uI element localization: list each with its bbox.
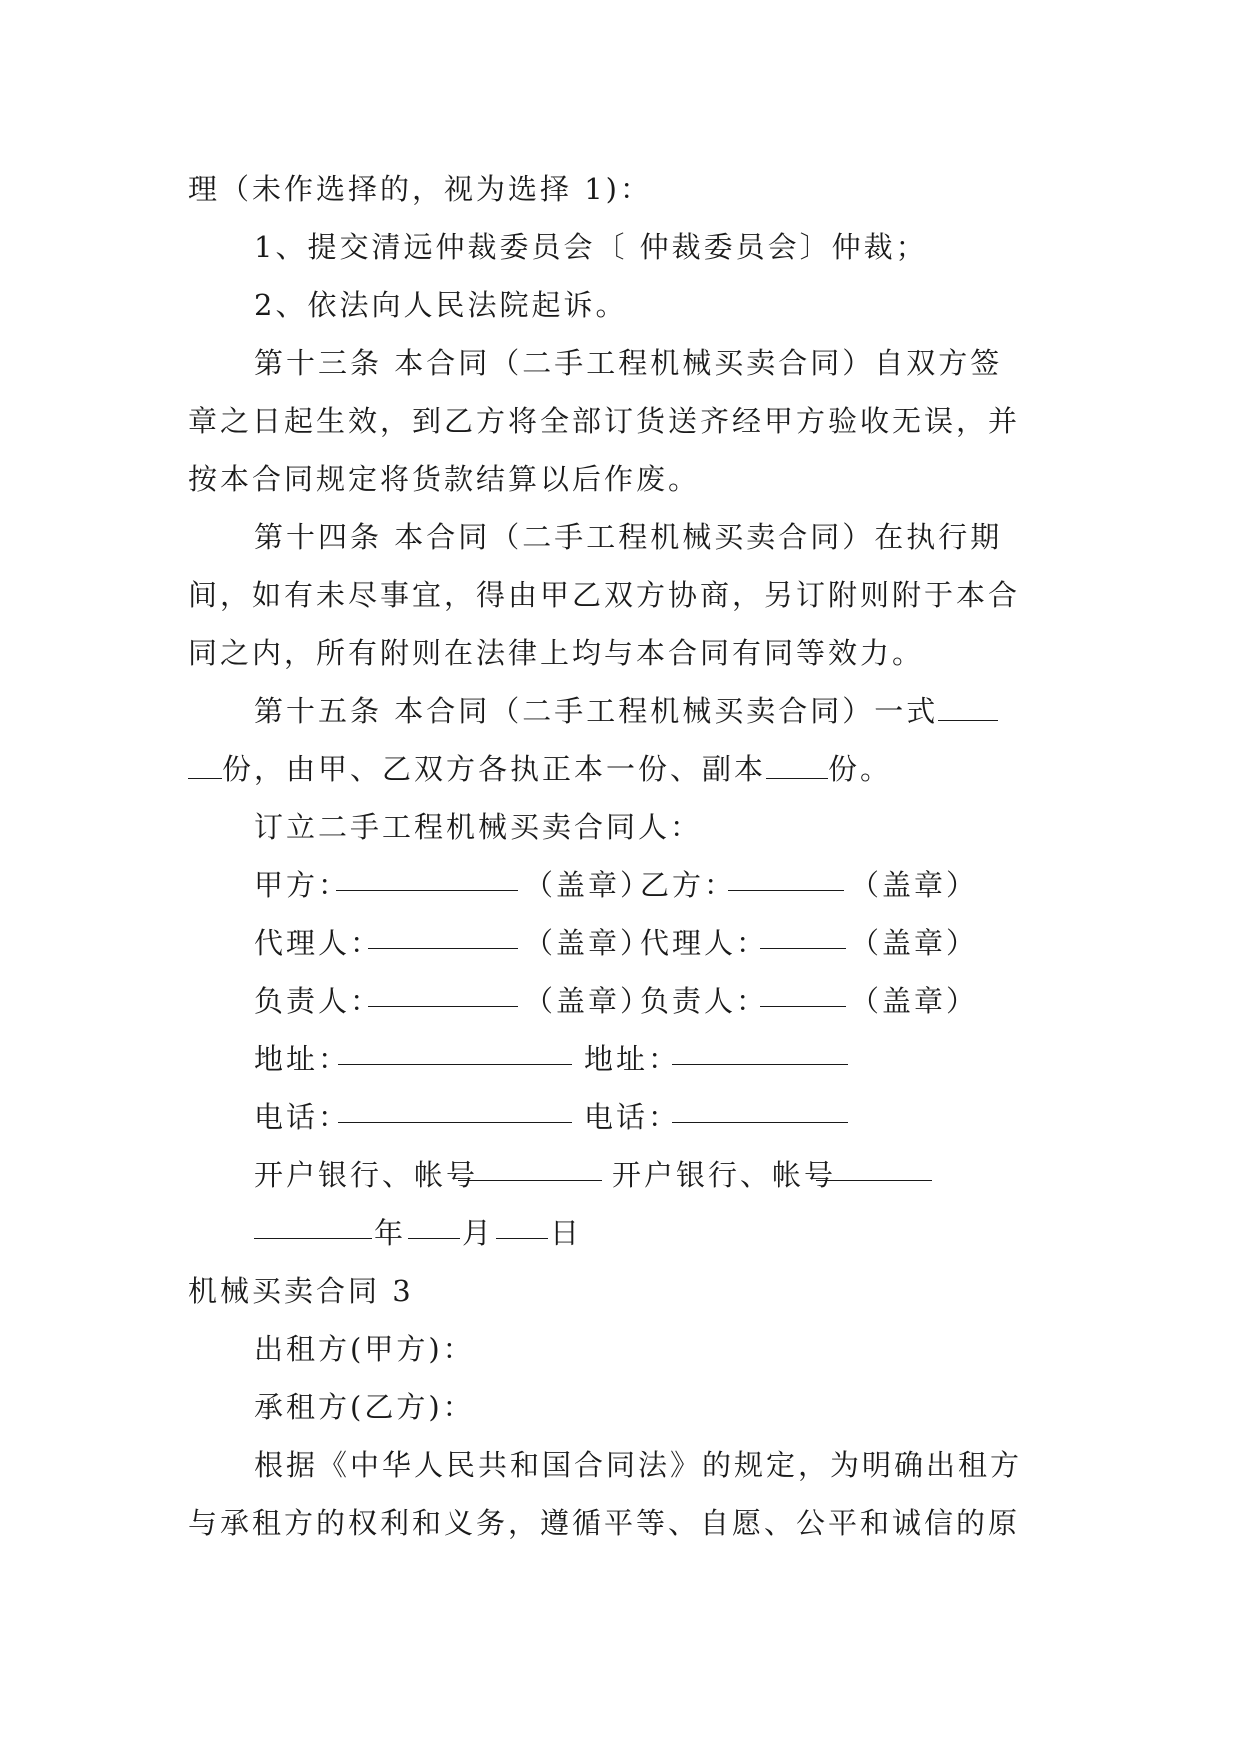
article-15-text-2: 份，由甲、乙双方各执正本一份、副本: [222, 752, 767, 786]
article-13-line-2: 章之日起生效，到乙方将全部订货送齐经甲方验收无误，并: [188, 404, 1021, 438]
responsible-a-seal: （盖章）: [524, 984, 653, 1018]
section-3-para-line-1: 根据《中华人民共和国合同法》的规定，为明确出租方: [254, 1448, 1023, 1482]
agent-row: [188, 914, 1058, 972]
address-a-label: 地址：: [254, 1042, 351, 1076]
date-row: [188, 1204, 1058, 1262]
bank-a-blank: [458, 1158, 602, 1181]
copies-blank: [938, 698, 998, 721]
section-3-para-line-2: 与承租方的权利和义务，遵循平等、自愿、公平和诚信的原: [188, 1506, 1021, 1540]
address-b-label: 地址：: [584, 1042, 681, 1076]
article-13-line-1: 第十三条 本合同（二手工程机械买卖合同）自双方签: [254, 346, 1003, 380]
article-15-text: 第十五条 本合同（二手工程机械买卖合同）一式: [254, 694, 939, 728]
document-page: [188, 160, 1058, 1552]
phone-b-label: 电话：: [584, 1100, 681, 1134]
text-line: 理（未作选择的，视为选择 1)：: [188, 172, 652, 206]
phone-b-blank: [672, 1100, 848, 1123]
lessor-line: 出租方(甲方)：: [254, 1332, 475, 1366]
day-label: 日: [550, 1216, 583, 1250]
agent-a-blank: [368, 926, 518, 949]
phone-a-blank: [338, 1100, 572, 1123]
year-label: 年: [374, 1216, 407, 1250]
party-a-label: 甲方：: [254, 868, 351, 902]
responsible-a-label: 负责人：: [254, 984, 383, 1018]
signatories-heading: 订立二手工程机械买卖合同人：: [254, 810, 703, 844]
day-blank: [496, 1216, 548, 1239]
article-14-line-3: 同之内，所有附则在法律上均与本合同有同等效力。: [188, 636, 925, 670]
agent-b-label: 代理人：: [640, 926, 769, 960]
agent-b-blank: [760, 926, 846, 949]
phone-a-label: 电话：: [254, 1100, 351, 1134]
copies-blank-continued: [188, 756, 222, 779]
section-3-title: 机械买卖合同 3: [188, 1274, 414, 1308]
lessee-line: 承租方(乙方)：: [254, 1390, 475, 1424]
party-b-seal: （盖章）: [850, 868, 979, 902]
address-a-blank: [338, 1042, 572, 1065]
option-arbitration: 1、提交清远仲裁委员会〔 仲裁委员会〕仲裁；: [254, 230, 928, 264]
party-a-seal: （盖章）: [524, 868, 653, 902]
agent-a-seal: （盖章）: [524, 926, 653, 960]
agent-a-label: 代理人：: [254, 926, 383, 960]
party-b-label: 乙方：: [640, 868, 737, 902]
article-15-line-1: [188, 682, 1058, 740]
address-b-blank: [672, 1042, 848, 1065]
article-15-line-2: [188, 740, 1058, 798]
party-b-blank: [728, 868, 844, 891]
responsible-b-blank: [760, 984, 846, 1007]
article-14-line-2: 间，如有未尽事宜，得由甲乙双方协商，另订附则附于本合: [188, 578, 1021, 612]
article-15-text-3: 份。: [828, 752, 893, 786]
responsible-a-blank: [368, 984, 518, 1007]
bank-row: [188, 1146, 1058, 1204]
month-blank: [408, 1216, 460, 1239]
bank-a-label: 开户银行、帐号: [254, 1158, 479, 1192]
phone-row: [188, 1088, 1058, 1146]
responsible-b-label: 负责人：: [640, 984, 769, 1018]
address-row: [188, 1030, 1058, 1088]
article-14-line-1: 第十四条 本合同（二手工程机械买卖合同）在执行期: [254, 520, 1003, 554]
responsible-row: [188, 972, 1058, 1030]
party-row: [188, 856, 1058, 914]
year-blank: [254, 1216, 372, 1239]
duplicate-count-blank: [766, 756, 828, 779]
option-litigation: 2、依法向人民法院起诉。: [254, 288, 628, 322]
responsible-b-seal: （盖章）: [850, 984, 979, 1018]
bank-b-label: 开户银行、帐号: [612, 1158, 837, 1192]
article-13-line-3: 按本合同规定将货款结算以后作废。: [188, 462, 701, 496]
bank-b-blank: [816, 1158, 932, 1181]
agent-b-seal: （盖章）: [850, 926, 979, 960]
party-a-blank: [336, 868, 518, 891]
month-label: 月: [462, 1216, 495, 1250]
